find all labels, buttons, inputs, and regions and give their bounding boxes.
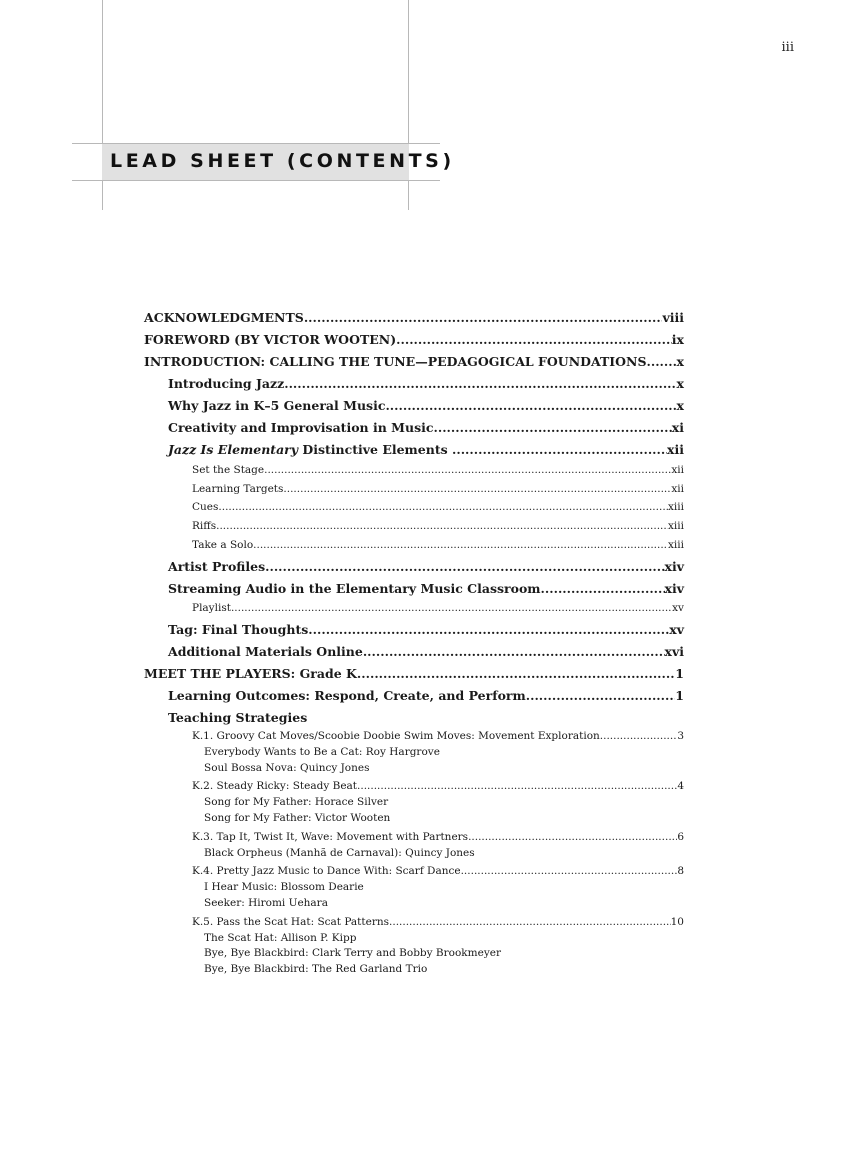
- toc-entry-page: xiii: [668, 501, 684, 513]
- toc-entry-page: 3: [677, 730, 684, 742]
- toc-entry-page: xv: [672, 602, 684, 614]
- toc-entry-page: xiii: [668, 520, 684, 532]
- dot-leader: [308, 622, 669, 637]
- toc-entry-label: [168, 442, 452, 457]
- toc-entry-label: Artist Profiles: [168, 559, 266, 574]
- toc-entry-page: 10: [670, 916, 684, 928]
- dot-leader: [264, 464, 671, 476]
- dot-leader: [396, 332, 672, 347]
- toc-entry-page: viii: [662, 310, 684, 325]
- page-number: iii: [781, 40, 794, 55]
- dot-leader: [357, 666, 675, 681]
- toc-subentry[interactable]: Bye, Bye Blackbird: The Red Garland Trio: [204, 963, 428, 975]
- toc-entry-page: x: [676, 398, 684, 413]
- title-frame-bottom-rule: [72, 180, 440, 181]
- page-title: LEAD SHEET (CONTENTS): [110, 150, 455, 172]
- toc-entry-page: xiv: [664, 581, 684, 596]
- toc-entry-page: x: [676, 376, 684, 391]
- toc-entry-label-italic: Jazz Is Elementary: [168, 442, 299, 457]
- toc-entry-set-the-stage[interactable]: [192, 464, 684, 476]
- dot-leader: [283, 483, 671, 495]
- toc-entry-page: 4: [677, 780, 684, 792]
- dot-leader: [389, 916, 671, 928]
- dot-leader: [600, 730, 678, 742]
- toc-entry-k1[interactable]: [192, 730, 684, 742]
- dot-leader: [541, 581, 665, 596]
- toc-entry-page: 1: [675, 666, 684, 681]
- dot-leader: [216, 520, 668, 532]
- toc-subentry[interactable]: I Hear Music: Blossom Dearie: [204, 881, 364, 893]
- dot-leader: [363, 644, 665, 659]
- toc-entry-page: xvi: [664, 644, 684, 659]
- toc-subentry[interactable]: Bye, Bye Blackbird: Clark Terry and Bobby Brookmeyer: [204, 947, 501, 959]
- dot-leader: [357, 780, 677, 792]
- dot-leader: [284, 376, 676, 391]
- toc-entry-page: 8: [677, 865, 684, 877]
- toc-entry-label: K.5. Pass the Scat Hat: Scat Patterns: [192, 916, 390, 928]
- toc-entry-page: xv: [669, 622, 684, 637]
- toc-entry-artist-profiles[interactable]: [168, 559, 684, 574]
- toc-entry-k5[interactable]: [192, 916, 684, 928]
- dot-leader: [265, 559, 664, 574]
- toc-entry-label: INTRODUCTION: CALLING THE TUNE—PEDAGOGICAL FOUNDATIONS: [144, 354, 647, 369]
- toc-entry-label: K.1. Groovy Cat Moves/Scoobie Doobie Swim Moves: Movement Exploration: [192, 730, 600, 742]
- toc-subentry[interactable]: Everybody Wants to Be a Cat: Roy Hargrove: [204, 746, 440, 758]
- toc-entry-learning-targets[interactable]: [192, 483, 684, 495]
- toc-entry-page: xiv: [664, 559, 684, 574]
- toc-subentry[interactable]: Soul Bossa Nova: Quincy Jones: [204, 762, 370, 774]
- toc-entry-riffs[interactable]: [192, 520, 684, 532]
- dot-leader: [231, 602, 672, 614]
- toc-entry-k2[interactable]: [192, 780, 684, 792]
- toc-entry-distinctive-elements[interactable]: [168, 442, 684, 457]
- toc-entry-label: Creativity and Improvisation in Music: [168, 420, 434, 435]
- toc-entry-label: Teaching Strategies: [168, 710, 308, 725]
- toc-entry-acknowledgments[interactable]: [144, 310, 684, 325]
- toc-subentry[interactable]: Song for My Father: Victor Wooten: [204, 812, 391, 824]
- toc-entry-k3[interactable]: [192, 831, 684, 843]
- toc-entry-label: Learning Outcomes: Respond, Create, and Perform: [168, 688, 526, 703]
- toc-entry-streaming-audio[interactable]: [168, 581, 684, 596]
- toc-entry-label: Set the Stage: [192, 464, 265, 476]
- toc-entry-teaching-strategies[interactable]: [168, 710, 684, 725]
- toc-entry-label: Take a Solo: [192, 539, 254, 551]
- dot-leader: [253, 539, 668, 551]
- toc-entry-page: x: [676, 354, 684, 369]
- toc-entry-page: 1: [675, 688, 684, 703]
- toc-subentry[interactable]: Seeker: Hiromi Uehara: [204, 897, 328, 909]
- toc-entry-take-a-solo[interactable]: [192, 539, 684, 551]
- dot-leader: [385, 398, 676, 413]
- toc-entry-additional-materials[interactable]: [168, 644, 684, 659]
- toc-entry-page: xii: [667, 442, 684, 457]
- toc-subentry[interactable]: Black Orpheus (Manhã de Carnaval): Quincy Jones: [204, 847, 475, 859]
- toc-entry-creativity[interactable]: [168, 420, 684, 435]
- toc-entry-cues[interactable]: [192, 501, 684, 513]
- toc-entry-label: ACKNOWLEDGMENTS: [144, 310, 304, 325]
- dot-leader: [646, 354, 676, 369]
- toc-subentry[interactable]: Song for My Father: Horace Silver: [204, 796, 389, 808]
- toc-entry-label: Cues: [192, 501, 219, 513]
- toc-entry-page: xii: [671, 464, 684, 476]
- toc-entry-page: ix: [671, 332, 684, 347]
- toc-entry-label: Riffs: [192, 520, 217, 532]
- toc-entry-introduction[interactable]: [144, 354, 684, 369]
- toc-entry-label: FOREWORD (BY VICTOR WOOTEN): [144, 332, 397, 347]
- toc-entry-page: 6: [677, 831, 684, 843]
- toc-entry-label: K.4. Pretty Jazz Music to Dance With: Scarf Dance: [192, 865, 461, 877]
- toc-entry-label: Playlist: [192, 602, 231, 614]
- toc-entry-label: Tag: Final Thoughts: [168, 622, 309, 637]
- toc-entry-label-rest: Distinctive Elements: [298, 442, 448, 457]
- toc-entry-page: xi: [671, 420, 684, 435]
- toc-entry-foreword[interactable]: [144, 332, 684, 347]
- toc-entry-label: Streaming Audio in the Elementary Music Classroom: [168, 581, 541, 596]
- toc-entry-label: K.2. Steady Ricky: Steady Beat: [192, 780, 358, 792]
- toc-entry-label: Learning Targets: [192, 483, 284, 495]
- toc-entry-learning-outcomes[interactable]: [168, 688, 684, 703]
- toc-entry-label: K.3. Tap It, Twist It, Wave: Movement with Partners: [192, 831, 469, 843]
- toc-entry-page: xii: [671, 483, 684, 495]
- dot-leader: [526, 688, 676, 703]
- toc-entry-k4[interactable]: [192, 865, 684, 877]
- toc-entry-label: MEET THE PLAYERS: Grade K: [144, 666, 357, 681]
- dot-leader: [468, 831, 677, 843]
- toc-entry-why-jazz[interactable]: [168, 398, 684, 413]
- toc-entry-playlist[interactable]: [192, 602, 684, 614]
- toc-entry-meet-the-players[interactable]: [144, 666, 684, 681]
- toc-entry-final-thoughts[interactable]: [168, 622, 684, 637]
- toc-entry-label: Why Jazz in K–5 General Music: [168, 398, 386, 413]
- dot-leader: [434, 420, 672, 435]
- toc-entry-introducing-jazz[interactable]: [168, 376, 684, 391]
- dot-leader: [461, 865, 678, 877]
- dot-leader: [452, 442, 667, 457]
- toc-entry-label: Additional Materials Online: [168, 644, 363, 659]
- dot-leader: [218, 501, 668, 513]
- dot-leader: [304, 310, 663, 325]
- toc-entry-page: xiii: [668, 539, 684, 551]
- toc-entry-label: Introducing Jazz: [168, 376, 285, 391]
- toc-subentry[interactable]: The Scat Hat: Allison P. Kipp: [204, 932, 357, 944]
